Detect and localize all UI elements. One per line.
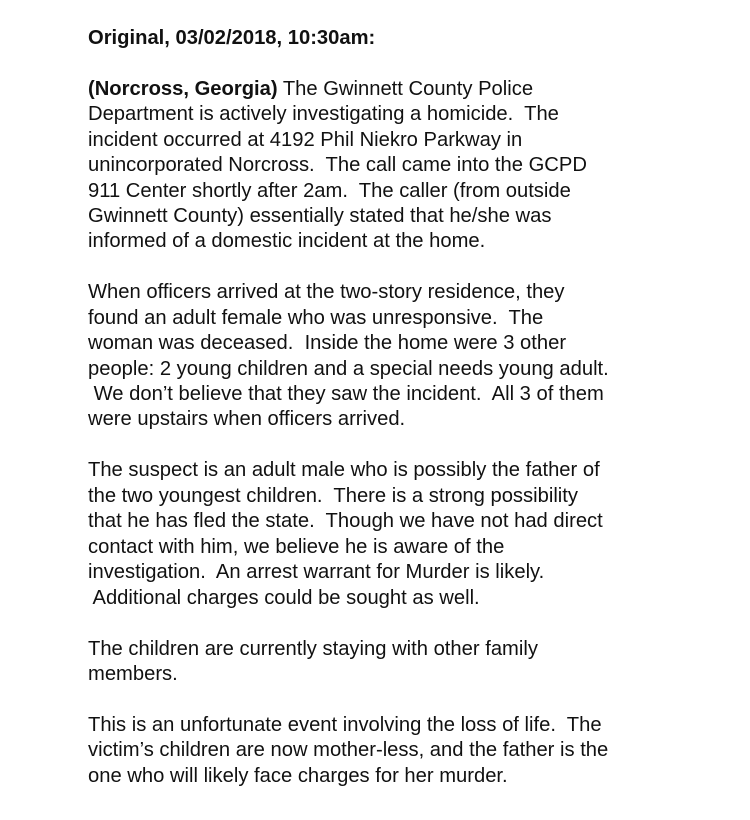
paragraph-line: found an adult female who was unresponsive. The	[88, 306, 544, 329]
paragraph-line: 911 Center shortly after 2am. The caller (from outside	[88, 179, 571, 202]
paragraph-line: were upstairs when officers arrived.	[88, 408, 406, 431]
paragraph-gap	[88, 433, 688, 459]
paragraph-gap	[88, 255, 688, 281]
paragraph-line: Gwinnett County) essentially stated that he/she was	[88, 205, 552, 228]
paragraph-line: people: 2 young children and a special needs young adult.	[88, 357, 609, 380]
paragraph-gap	[88, 51, 688, 77]
dateline-continuation: The Gwinnett County Police	[277, 78, 534, 100]
paragraph-line	[88, 77, 688, 102]
paragraph-line: investigation. An arrest warrant for Murder is likely.	[88, 561, 545, 584]
paragraph-line: the two youngest children. There is a strong possibility	[88, 484, 578, 507]
paragraph-1	[88, 77, 688, 255]
paragraph-line: that he has fled the state. Though we have not had direct	[88, 510, 603, 533]
paragraph-line: When officers arrived at the two-story residence, they	[88, 281, 565, 304]
paragraph-line: incident occurred at 4192 Phil Niekro Parkway in	[88, 128, 523, 151]
paragraph-line: unincorporated Norcross. The call came into the GCPD	[88, 154, 587, 177]
update-heading: Original, 03/02/2018, 10:30am:	[88, 27, 376, 49]
paragraph-line: one who will likely face charges for her murder.	[88, 764, 508, 787]
paragraph-line: members.	[88, 662, 178, 685]
paragraph-line: The children are currently staying with other family	[88, 637, 538, 660]
paragraph-line: victim’s children are now mother-less, and the father is the	[88, 739, 609, 762]
paragraph-line: We don’t believe that they saw the incident. All 3 of them	[88, 383, 604, 406]
dateline: (Norcross, Georgia)	[88, 78, 278, 100]
paragraph-2	[88, 280, 688, 432]
press-release	[88, 26, 688, 789]
paragraph-gap	[88, 611, 688, 637]
paragraph-line: Additional charges could be sought as well.	[88, 586, 480, 609]
paragraph-line: woman was deceased. Inside the home were 3 other	[88, 332, 567, 355]
paragraph-line: informed of a domestic incident at the home.	[88, 230, 486, 253]
paragraph-line: This is an unfortunate event involving the loss of life. The	[88, 713, 602, 736]
paragraph-4	[88, 637, 688, 688]
paragraph-line: Department is actively investigating a homicide. The	[88, 103, 559, 126]
paragraph-gap	[88, 687, 688, 713]
paragraph-line: The suspect is an adult male who is possibly the father of	[88, 459, 600, 482]
paragraph-3	[88, 458, 688, 610]
paragraph-line: contact with him, we believe he is aware of the	[88, 535, 505, 558]
paragraph-5	[88, 713, 688, 789]
